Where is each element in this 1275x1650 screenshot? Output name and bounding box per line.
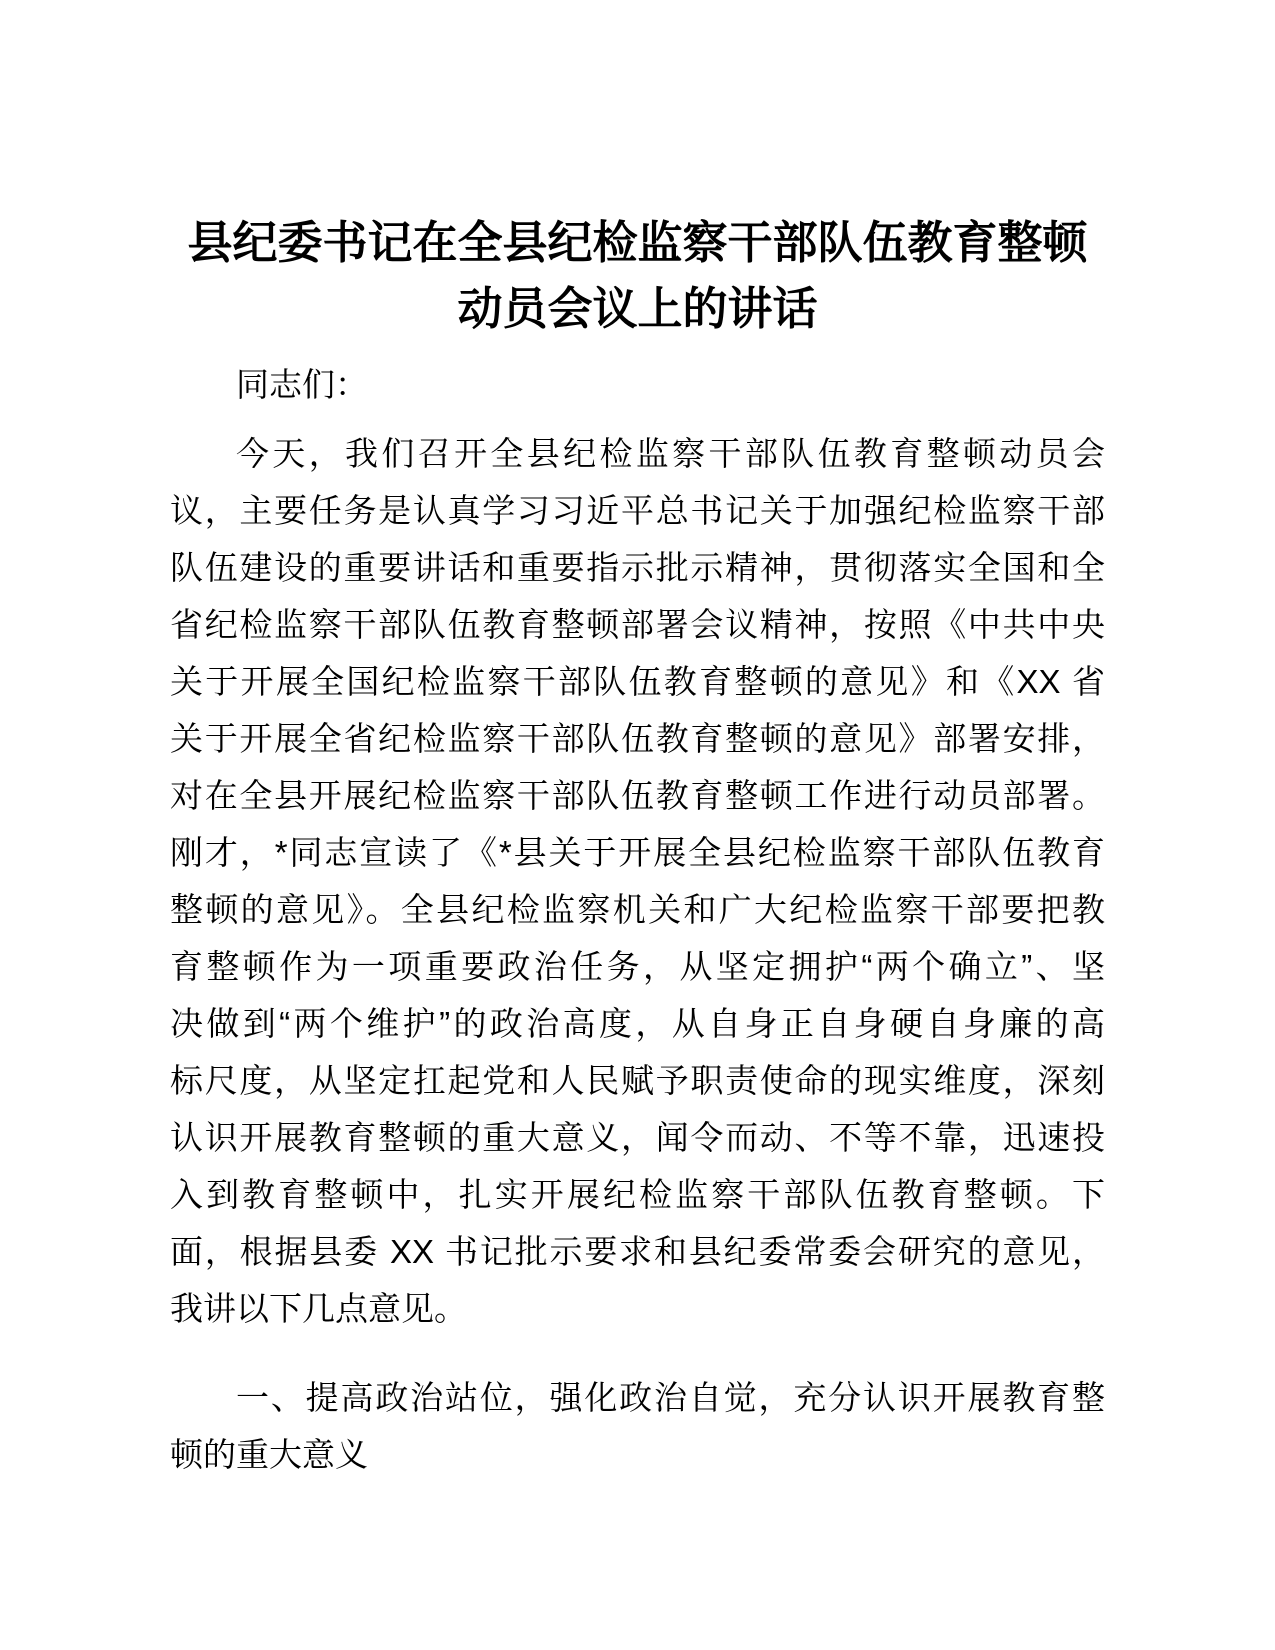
section-heading (170, 1369, 1105, 1483)
salutation-line: 同志们： (236, 366, 368, 403)
paragraph-line: 议，主要任务是认真学习习近平总书记关于加强纪检监察干部 (170, 492, 1105, 529)
heading-line: 一、提高政治站位，强化政治自觉，充分认识开展教育整 (236, 1379, 1105, 1416)
paragraph-line: 省纪检监察干部队伍教育整顿部署会议精神，按照《中共中央 (170, 606, 1105, 643)
salutation-paragraph (170, 356, 1105, 413)
paragraph-line: 面，根据县委 XX 书记批示要求和县纪委常委会研究的意见， (170, 1233, 1105, 1270)
main-paragraph (170, 425, 1105, 1337)
paragraph-line: 关于开展全省纪检监察干部队伍教育整顿的意见》部署安排， (170, 720, 1105, 757)
paragraph-line: 对在全县开展纪检监察干部队伍教育整顿工作进行动员部署。 (170, 777, 1105, 814)
paragraph-line: 决做到“两个维护”的政治高度，从自身正自身硬自身廉的高 (170, 1005, 1105, 1042)
paragraph-line: 今天，我们召开全县纪检监察干部队伍教育整顿动员会 (236, 435, 1105, 472)
paragraph-line: 育整顿作为一项重要政治任务，从坚定拥护“两个确立”、坚 (170, 948, 1105, 985)
paragraph-line: 我讲以下几点意见。 (170, 1290, 467, 1327)
paragraph-line: 刚才，*同志宣读了《*县关于开展全县纪检监察干部队伍教育 (170, 834, 1105, 871)
paragraph-line: 认识开展教育整顿的重大意义，闻令而动、不等不靠，迅速投 (170, 1119, 1105, 1156)
paragraph-line: 关于开展全国纪检监察干部队伍教育整顿的意见》和《XX 省 (170, 663, 1105, 700)
document-content (170, 0, 1105, 1483)
title-line-1: 县纪委书记在全县纪检监察干部队伍教育整顿 (187, 217, 1088, 268)
paragraph-line: 整顿的意见》。全县纪检监察机关和广大纪检监察干部要把教 (170, 891, 1105, 928)
paragraph-line: 队伍建设的重要讲话和重要指示批示精神，贯彻落实全国和全 (170, 549, 1105, 586)
heading-line: 顿的重大意义 (170, 1436, 368, 1473)
title-line-2: 动员会议上的讲话 (457, 283, 818, 334)
document-title (170, 0, 1105, 342)
paragraph-line: 入到教育整顿中，扎实开展纪检监察干部队伍教育整顿。下 (170, 1176, 1105, 1213)
paragraph-line: 标尺度，从坚定扛起党和人民赋予职责使命的现实维度，深刻 (170, 1062, 1105, 1099)
